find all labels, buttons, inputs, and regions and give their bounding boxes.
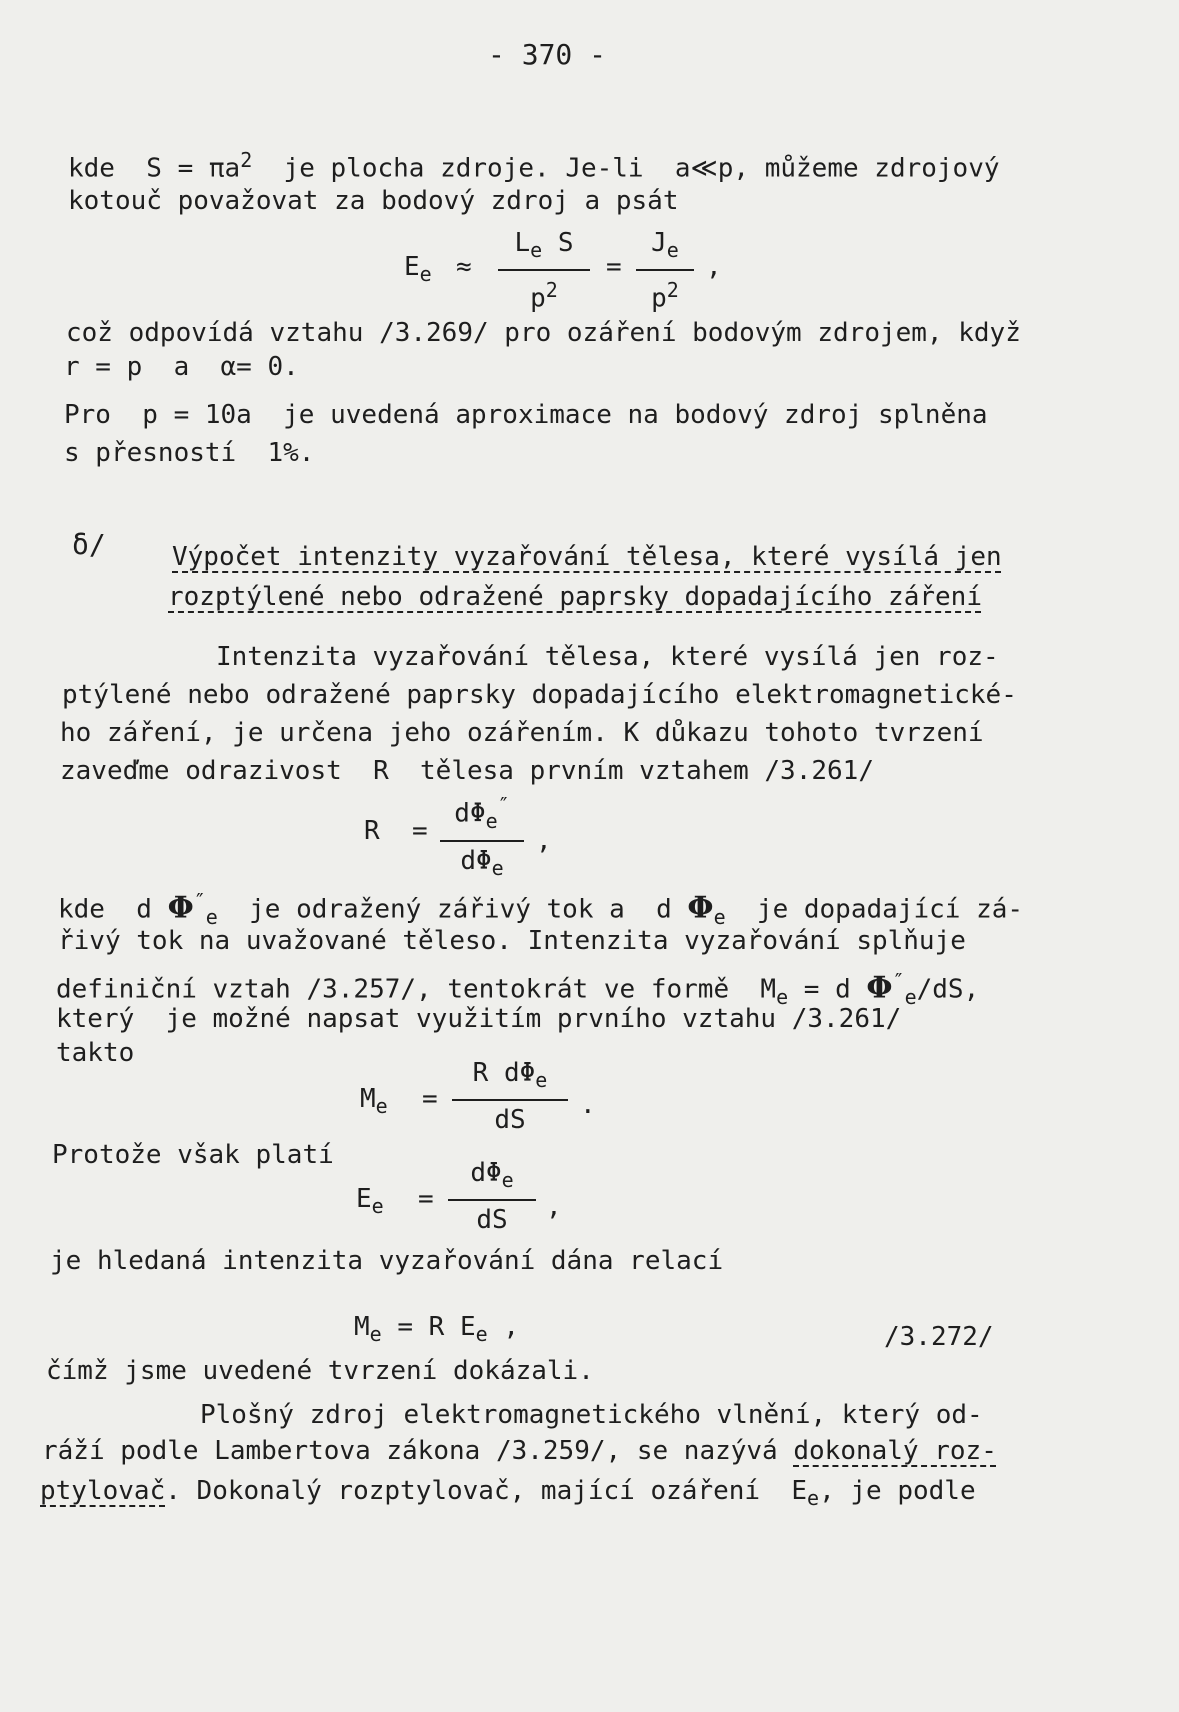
- paragraph-9-line-1: Plošný zdroj elektromagnetického vlnění, který od-: [200, 1400, 983, 1430]
- section-title-line-2: rozptýlené nebo odražené paprsky dopadajícího záření: [168, 582, 982, 612]
- paragraph-9-line-3: ptylovač. Dokonalý rozptylovač, mající ozáření $E_e$, je podle: [40, 1476, 976, 1511]
- paragraph-5-line-3: definiční vztah /3.257/, tentokrát ve formě $M_e = d$ $\Phi''_e/dS$,: [56, 969, 980, 1009]
- paragraph-3-line-2: s přesností 1%.: [64, 438, 315, 468]
- section-marker: δ/: [72, 528, 106, 561]
- paragraph-5-line-1: kde d $\Phi''_e$ je odražený zářivý tok a d $\Phi_e$ je dopadající zá-: [58, 889, 1024, 929]
- paragraph-2-line-2: r = p a α= 0.: [64, 352, 299, 382]
- paragraph-5-line-2: řivý tok na uvažované těleso. Intenzita vyzařování splňuje: [58, 926, 966, 956]
- paragraph-9-line-2: ráží podle Lambertova zákona /3.259/, se nazývá dokonalý roz-: [42, 1436, 997, 1466]
- paragraph-3-line-1: Pro p = 10a je uvedená aproximace na bodový zdroj splněna: [64, 400, 988, 430]
- paragraph-6-line-1: Protože však platí: [52, 1140, 334, 1170]
- paragraph-4-line-3: ho záření, je určena jeho ozářením. K důkazu tohoto tvrzení: [60, 718, 984, 748]
- paragraph-4-line-1: Intenzita vyzařování tělesa, které vysílá jen roz-: [216, 642, 999, 672]
- section-title-line-1: Výpočet intenzity vyzařování tělesa, které vysílá jen: [172, 542, 1002, 572]
- paragraph-5-line-5: takto: [56, 1038, 135, 1068]
- paragraph-4-line-2: ptýlené nebo odražené paprsky dopadajícího elektromagnetické-: [62, 680, 1017, 710]
- paragraph-8-line-1: čímž jsme uvedené tvrzení dokázali.: [46, 1356, 594, 1386]
- page-number: - 370 -: [488, 38, 607, 71]
- paragraph-4-line-4: zaveďme odrazivost R tělesa prvním vztahem /3.261/: [60, 756, 874, 786]
- equation-number: /3.272/: [884, 1322, 994, 1352]
- paragraph-7-line-1: je hledaná intenzita vyzařování dána relací: [50, 1246, 724, 1276]
- document-page: - 370 - kde $S = \pi a^2$ je plocha zdroje. Je-li a≪p, můžeme zdrojový kotouč považovat za bodový zdroj a psát $E_e$ ≈ $L_e$ S $p^2$ = $J_e$ $p^2$ , což odpovídá vztahu /3.269/ pro ozáření bodovým zdrojem, když r = p a α= 0. Pro p = 10a je uvedená aproximace na bodový zdroj splněna s přesností 1%. δ/ Výpočet intenzity vyzařování tělesa, které vysílá jen rozptýlené nebo odražené paprsky dopadajícího záření Intenzita vyzařování tělesa, které vysílá jen roz- ptýlené nebo odražené paprsky dopadajícího elektromagnetické- ho záření, je určena jeho ozářením. K důkazu tohoto tvrzení zaveďme odrazivost R tělesa prvním vztahem /3.261/ R = $d\Phi_e''$ $d\Phi_e$ , kde d $\Phi''_e$ je odražený zářivý tok a d $\Phi_e$ je dopadající zá- řivý tok na uvažované těleso. Intenzita vyzařování splňuje definiční vztah /3.257/, tentokrát ve formě $M_e = d$ $\Phi''_e/dS$, který je možné napsat využitím prvního vztahu /3.261/ takto $M_e$ = R $d\Phi_e$ dS . Protože však platí $E_e$ = $d\Phi_e$ dS , je hledaná intenzita vyzařování dána relací $M_e = R$ $E_e$ , /3.272/ čímž jsme uvedené tvrzení dokázali. Plošný zdroj elektromagnetického vlnění, který od- ráží podle Lambertova zákona /3.259/, se nazývá dokonalý roz- ptylovač. Dokonalý rozptylovač, mající ozáření $E_e$, je podle: [0, 0, 1179, 1712]
- paragraph-5-line-4: který je možné napsat využitím prvního vztahu /3.261/: [56, 1004, 902, 1034]
- paragraph-1-line-2: kotouč považovat za bodový zdroj a psát: [68, 186, 679, 216]
- paragraph-1-line-1: kde $S = \pi a^2$ je plocha zdroje. Je-li a≪p, můžeme zdrojový: [68, 148, 1000, 184]
- paragraph-2-line-1: což odpovídá vztahu /3.269/ pro ozáření bodovým zdrojem, když: [66, 318, 1021, 348]
